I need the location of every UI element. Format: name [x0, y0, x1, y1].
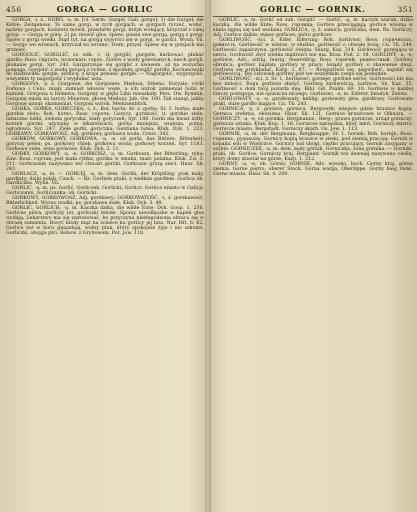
dictionary-entry: GORKOWY, GORKOWOSZ, Adj. gorzkawy; GORKOWATOŚĆ, -i, ż. gorzkawość, Bitterlichkeit. Wyraz rzadki; ps. gorzkawe ziele. Kluk. Dyk. 3. 49. [6, 196, 204, 207]
dictionary-entry: GORNIK, -a, m. der Bergmann, Bergknappe; Sr. 1. hornik; Boh. hornjk; Ross. горнякъ, рудокопъ. Gornicy kopią kruszce w ziemi, pod ziemią pracują. Gornik w kopalni soli w Wieliczce. Gornicy lud ubogi, ciężko pracujący. Gornik zasypany w szybie. GORNICZEK, -a, m. dem. mały górnik. Gorniczka, żona górnika. — Gorniki, ptaki, ob. Gorlice. Gorniczy kraj, Bergland. Gornik też dawniej nazywano cieślę, który domy stawiał na górze; Karp. 1. 212. [213, 131, 413, 162]
dictionary-entry: GORLIC, GORLICH, -a, m. Kaczka dzika, die wilde Ente; Dyk. Gosp. 1. 236. Gorlicze pióra, gorliczy lot, gorliczki młode. Spoiny nieodłączne w kapeli głos wydają. Lekarstwo ma się zastosować, bo przyczyna niezłagodzona obraca się w obrazę sumienia. Dosyć kiedy mąż na ścieżce ku gorlicy jej lata. Nar. Hft. 6. 62. Gorlice też w boru gniazdują, wolny ptak, który spokojnie żyje i nie szkodzi. Gorliczki, obojga płci. Bohow. z Grybowem. Pot. Jow. 118. [6, 206, 204, 236]
dictionary-entry: GORLIWOŚĆ, -ści, ż. Sr. 1. horliwosć; gorzeje; gorliwe serce; Gorliwości nie ma bez miłości. Bogu gorliwie służyć. Gorliwą żarliwością, żarliwie. Sk. Kaz. 25. Gorliwość o dom twój pożarła mię. Bibl. Gd. Psalm. 69. 10. Gorliwie w każdej rzeczy postępuje, nie opuszcza niczego. Gorliwiec, -a, m. Eiferer, fanatyk. Zelota. [213, 77, 413, 98]
dictionary-entry: GORLOWATY, -a, -e, gardłowaty, kehlig; gorlowaty głos, gardłowy. Gorlowate ptaki, duże gardło mające. Cn. Th. 243. [213, 97, 413, 108]
dictionary-entry: GORLIC, -a, m. ps. Gorlić, Gorliczek, Gorlicki; Gorlicz. Gorlice miasto w Galicji; Gorliczanin, Gorliczanka. ob. Gorlicki. [6, 186, 204, 197]
dictionary-entry: GORGOLIĆ, GORGLIĆ, cz. ndk. -i, -ił; gorglić, gurgeln; kurkować, płukać gardło; Ross. гаргать, полоскать горло. Ziołów z wody gotowanych, niech gorgli, płukanie gorgi. Syr. 243. Gargaryzuje się gorglić z kwasem, aż na wszystko pomaga. Gorgolić z wodą gorącą z octem, z miodem; gorglić gardło. Kochanowski do Radziwiłła: gorgle, sernicę, z kraju ponieść gorgle. — Nagorgolić, wygorgolić, wszystkie ty nagorgolić i wypłukać usta. [6, 52, 204, 83]
dictionary-entry: GORGA, -i, ż., GORG, -u, m. [cf. Germ. Gurgel, Gall. gorge]; 1) die Gurgel; die Kehle; Zeitgenoss. Te same gorgi, w tych gorgach, w gorgach ryczeć, wołać, nędzny gorgach, kuśnierz mówił, przedarte gorgi, krzyk wołający, krzyczał z całej gorgi. — Gorgą w górę. 2) ps. mowić głos, śpiew: piesni swe gorgą, gorgą z gorgi; Śpiew z gorgi wielki. Stąd tyt. na gorgą wywróci się w gorgi, w garści. Wynn. Vil. — Gorgo we wronach, krzyczał na wronie; Trem. przysł. Śpiew się w gorgach mu grzmieć. [6, 18, 204, 53]
dictionary-entry: GORLIC, -a, m. Gorlić od sub. Gorglić. — Gorlić, -ą, m. kaczyk szarak, dzika kaczka, die wilde Ente; Ross. горлица; Gorlice przeciągają; gorlice wiosną w stada lęgną się nad wodami; GORLICA, -y, ż. samica; gorliczka, dem. Rz. Gorliczy, Adj. Gorlice dzikie; mięso gorlicze; pióro gorlicze. [213, 18, 413, 38]
right-page-body [213, 19, 413, 178]
dictionary-entry: GORLACZ, -a, m. — GORLEJ, -a, m. dem. Gorlik, der Kröpfling; ptak mały, gardłaty; dziki gołąb. Czack. — Rz. Gorliste ptaki, z wielkim gardłem. Gorlica ob. Gardliczka. Wynn. Vil. [6, 171, 204, 187]
dictionary-entry: GORLIWOŚĆ, -ści, ż. Eifer, Eiferung; Boh. horlivost; Ross. горячность, ревность. Gorliwość w wierze, w służbie; gorliwość o chwałę bożą; Cn. Th. 244. Gorliwość zapalczywa, gorliwość święta. Skarg. Kaz. 314. Gorliwość gorzejąca w sercu. Gorliwość zbyt wielka mądrości nie ma. Kras. Pod. 2. 18. GORLIWY, -a, -e; gorliwie, Adv.; eifrig, feurig, feuereifrig; Ross. горячій, ревностный. Gorliwy obrońca; gorliwy kapłan; gorliwy w pracy; ksiądz gorliwy o zbawienie dusz. Gorliwie się przykładać. Karp. 2. 87. — Rozgorliwić się, zagorliwić, zapalić się gorliwością. Ten człowiek gorliwy jest we wszystkim czego się podejmie. [213, 37, 413, 78]
dictionary-entry: GORKÓW, GORKOWY, GORKOWA, -a, -e, od gorki, das Bittere, Bitterkeit; goryczy pełen; ps. gorkowy chleb, gorkowa woda; gorkowy korzeń. Syr. 1183. Gorkowe ziele, wino gorkowe. Kluk. Dyk. 2. 11. [6, 136, 204, 152]
left-page-running-title: GORGA — GORLIC [56, 4, 154, 14]
dictionary-entry: GORNICA, -y, ż. gornice, górnica, Bergwerk; miejsce gdzie kruszce kopią. Gornica srebrna, ołowiana. Haur. Sk. 121. Gornice kruszcowe w Olkuszu. — GORNICZY, -a, -e, od górnika, Bergmanns-, Berg-; prawo gornicze, urząd górniczy; gornicza sztuka. Kluk. Kop. 1. 16. Gornicze narzędzia, kilof, młot. Gorniczy mistrz; Gornicze miasto, Bergstadt. Gorniczy skarb. Os. Jow. 1. 113. [213, 107, 413, 132]
dictionary-entry: GORNY, -a, -e, ob. Górny; GORNIE, Adv. wysoko, hoch. Gorny kraj, górna ziemia. Gorne piętro, oberer Stock. Gorna warga, Oberlippe. Gorny bieg rzeki. Gorne miasto. Haur. Sk. 4. 200. [213, 161, 413, 177]
right-page-header [213, 4, 413, 17]
left-page [6, 4, 204, 510]
book-spine-shadow [205, 0, 211, 512]
dictionary-entry: GORKA, GÓRKA, GORECZKA, -i, ż., Bot. hacta: Ar. s. gorka; Sr. 1. horka; małe gorzkie zioło; Boh. horec; Ross. горечь; Gorycz, gorzkość; it. gorzkie ziele, tabaczne listki, zielona goryczka, biały goryczek; Syr. 186. Gorki ma kwiat żółty, korzeń gorzki; używany w lekarstwach; gorka mniejsza, większa, polna, ogrodowa. Syr. 247. Ziele gorki, goryczka; Gentiana lutea; Kluk. Dyk. 1. 223. GORKAWY, GORKAWOSZ, Adj. gorkawy, gorkawa woda. Cresc. 342. [6, 107, 204, 137]
right-page [213, 4, 413, 510]
dictionary-entry: GORKY, GÓRKOWY, -a, -e; GORKOSZ, -a, m. Gorkoszu, der Bitterling; ryba; Zaw. Ross. горчак; jest mała rybka, gorzka w smaku, mało jadalna. Kluk. Zw. 3. 211. Gorkoszem nazywano też chwast gorzki. Gorkosze gryzą sieci. Haur. Sk. 243. [6, 151, 204, 172]
right-page-running-title: GORLIC — GORNIK. [260, 4, 366, 14]
left-page-header [6, 4, 204, 17]
right-page-number: 351 [397, 5, 413, 14]
left-page-body [6, 19, 204, 237]
dictionary-entry: GORGONA, -y, ż. Gorgonie, die Gorgonen: Medusa, Stheno, Euryale; córki Forkosa i Ceto; miały zamiast włosów węże, a ich wzrok zamieniał ludzi w kamień. Gorgona u Homera; Gorgony w głębi Libii mieszkały. Pers. Ow. Rymnik; Gorgonę miała na tarczy Minerwa, głowę Meduzy. Jab. Ow. 100. Tak stanął, jakby Gorgonę ujrzał; skamieniał. Gorgoni wzrok, Medusenblick. [6, 82, 204, 108]
left-page-number: 456 [6, 5, 22, 14]
